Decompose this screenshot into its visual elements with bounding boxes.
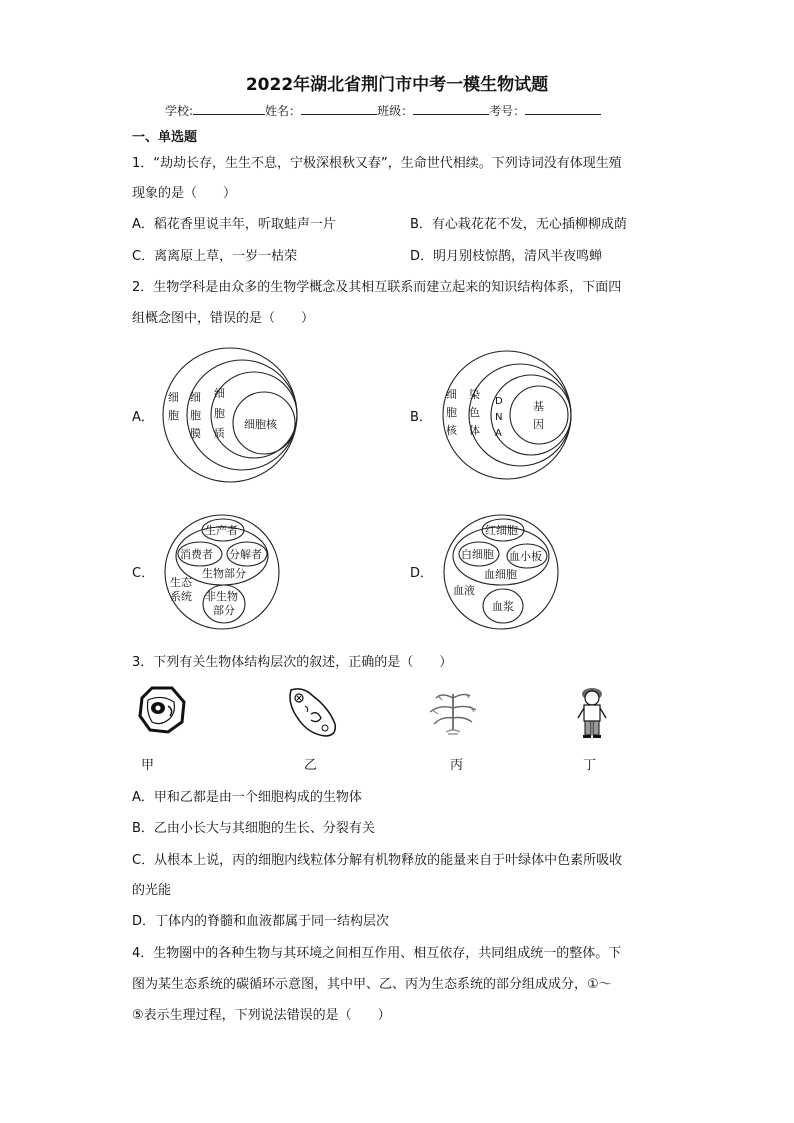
q3-option-c-line2: 的光能 [132,883,172,898]
text-mem-1: 细 [190,391,201,404]
text-nuc-2: 胞 [446,406,457,419]
concept-map-d [441,512,561,636]
concept-map-c [162,512,282,636]
text-cell-2: 胞 [168,409,179,422]
text-cyto-1: 细 [214,387,225,400]
circle-nucleus [443,351,571,479]
number-label: 考号： [489,104,526,118]
text-biotic: 生物部分 [202,567,246,580]
text-gene-1: 基 [533,400,544,413]
name-blank[interactable] [301,102,377,115]
text-dna-n: N [495,412,503,423]
student-info-line [165,102,601,119]
text-decomposer: 分解者 [229,548,262,561]
class-label: 班级： [377,104,414,118]
q1-option-d[interactable]: D．明月别枝惊鹊，清风半夜鸣蝉 [410,249,603,264]
q3-stem: 3．下列有关生物体结构层次的叙述，正确的是（ ） [132,655,453,670]
section-heading: 一、单选题 [132,130,198,145]
text-consumer: 消费者 [180,548,213,561]
concept-map-b [440,348,580,492]
plant-image [426,684,480,744]
text-nonbio-2: 部分 [213,604,235,617]
text-chr-2: 色 [469,406,480,419]
q1-option-a[interactable]: A．稻花香里说丰年，听取蛙声一片 [132,217,336,232]
q3-option-b[interactable]: B．乙由小长大与其细胞的生长、分裂有关 [132,821,375,836]
text-dna-a: A [495,428,502,439]
name-label: 姓名： [265,104,302,118]
q2-option-c-label[interactable]: C． [132,566,155,581]
text-cyto-3: 质 [214,427,225,440]
text-producer: 生产者 [205,524,238,537]
label-bing: 丙 [450,758,464,773]
school-label: 学校: [165,104,194,118]
text-nonbio-1: 非生物 [205,590,238,603]
text-chr-1: 染 [469,388,480,401]
label-ding: 丁 [583,758,597,773]
text-plasma: 血浆 [492,600,514,613]
q4-stem-line1: 4．生物圈中的各种生物与其环境之间相互作用、相互依存，共同组成统一的整体。下 [132,946,622,961]
circle-chromosome [469,364,571,466]
q2-option-b-label[interactable]: B． [410,410,432,425]
q1-option-c[interactable]: C．离离原上草，一岁一枯荣 [132,249,298,264]
text-eco-1: 生态 [170,576,192,589]
q4-stem-line2: 图为某生态系统的碳循环示意图，其中甲、乙、丙为生态系统的部分组成成分，①～ [132,977,612,992]
q3-option-c-line1[interactable]: C．从根本上说，丙的细胞内线粒体分解有机物释放的能量来自于叶绿体中色素所吸收 [132,853,623,868]
paramecium-image [283,684,343,744]
q1-stem-line2: 现象的是（ ） [132,186,237,201]
circle-gene [510,386,568,444]
text-rbc: 红细胞 [485,524,518,537]
text-eco-2: 系统 [170,590,192,603]
text-gene-2: 因 [533,418,544,431]
text-nuc-3: 核 [446,424,457,437]
text-cell-1: 细 [168,391,179,404]
text-mem-2: 胞 [190,409,201,422]
text-blood: 血液 [453,584,475,597]
text-platelet: 血小板 [509,550,542,563]
q2-stem-line2: 组概念图中，错误的是（ ） [132,311,315,326]
label-yi: 乙 [304,758,318,773]
q1-option-b[interactable]: B．有心栽花花不发，无心插柳柳成荫 [410,217,627,232]
circle-membrane [187,360,297,470]
q2-option-d-label[interactable]: D． [410,566,434,581]
text-dna-d: D [495,396,503,407]
text-nuc-1: 细 [446,388,457,401]
text-blood-cells: 血细胞 [484,568,517,581]
text-wbc: 白细胞 [461,548,494,561]
label-jia: 甲 [141,758,155,773]
number-blank[interactable] [525,102,601,115]
school-blank[interactable] [193,102,265,115]
q1-stem-line1: 1．“劫劫长存，生生不息，宁极深根秋又春”，生命世代相续。下列诗词没有体现生殖 [132,156,622,171]
concept-map-a [160,345,300,489]
plant-cell-image [138,686,186,738]
q3-option-d[interactable]: D．丁体内的脊髓和血液都属于同一结构层次 [132,914,390,929]
q3-option-a[interactable]: A．甲和乙都是由一个细胞构成的生物体 [132,790,362,805]
text-chr-3: 体 [469,424,480,437]
q2-option-a-label[interactable]: A． [132,410,154,425]
q4-stem-line3: ⑤表示生理过程，下列说法错误的是（ ） [132,1008,391,1023]
text-cyto-2: 胞 [214,407,225,420]
circle-cell [163,348,297,482]
q2-stem-line1: 2．生物学科是由众多的生物学概念及其相互联系而建立起来的知识结构体系，下面四 [132,280,622,295]
text-mem-3: 膜 [190,427,201,440]
text-nucleus: 细胞核 [244,418,277,431]
class-blank[interactable] [413,102,489,115]
person-image [574,684,610,744]
page-title: 2022年湖北省荆门市中考一模生物试题 [245,75,549,95]
